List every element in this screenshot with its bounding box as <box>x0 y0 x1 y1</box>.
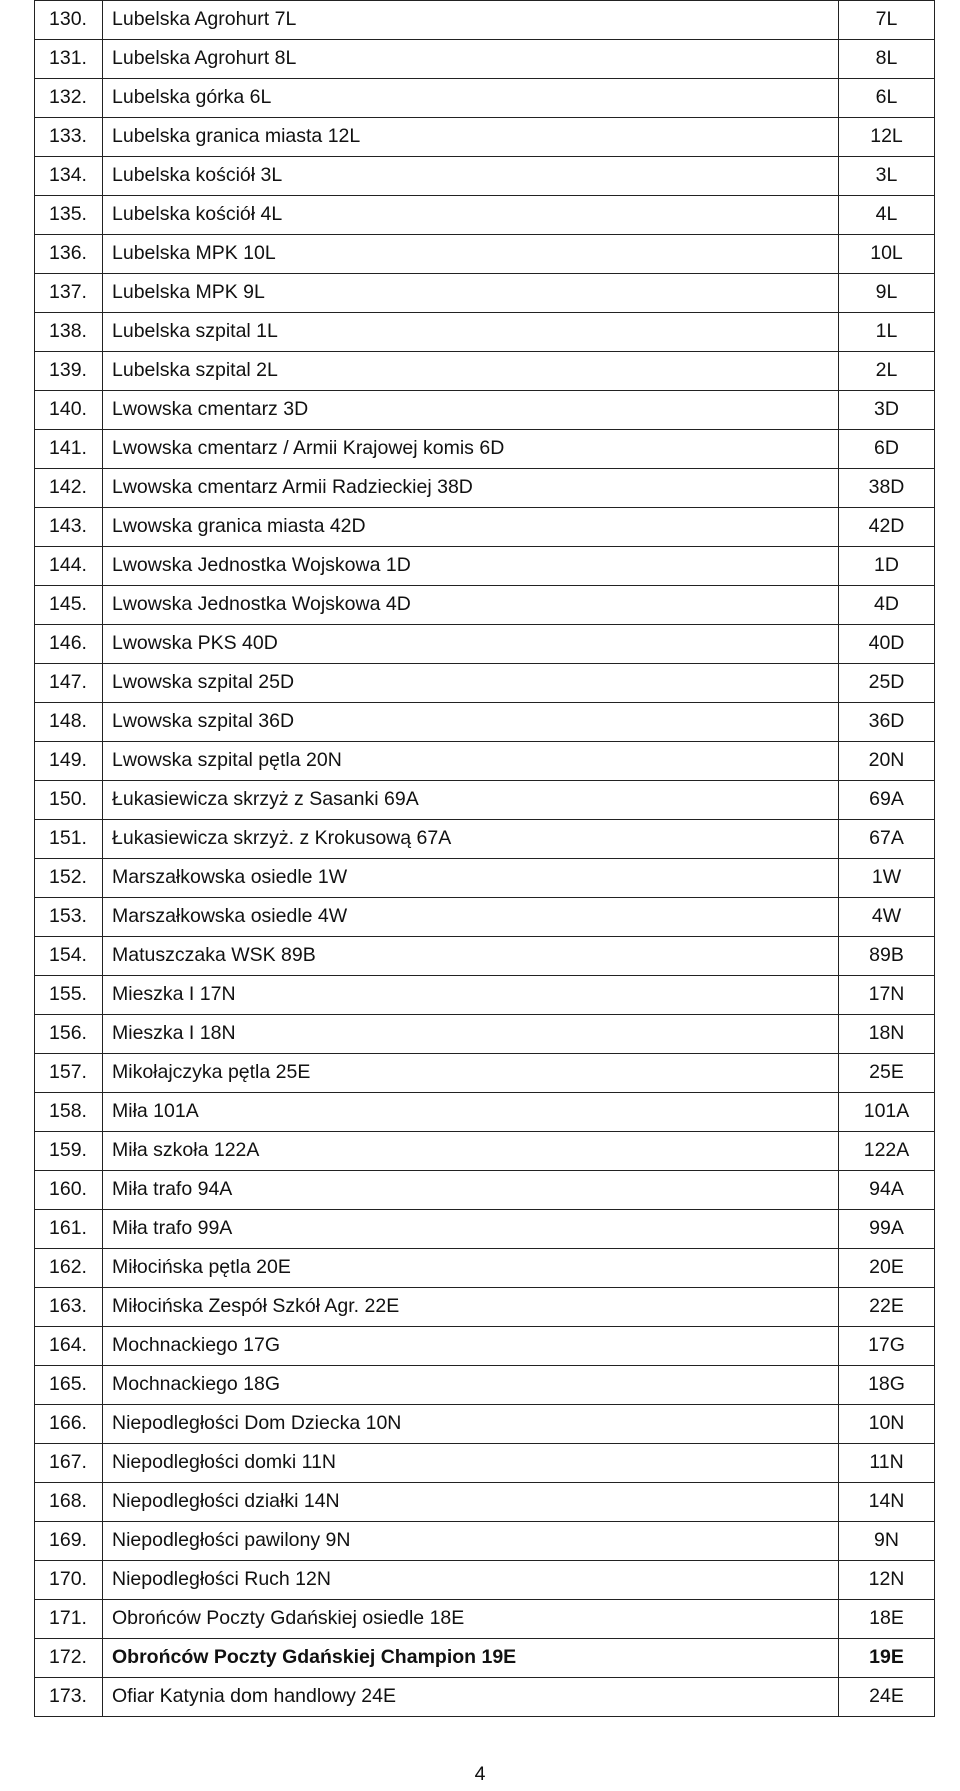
row-number: 142. <box>35 469 103 508</box>
table-row <box>35 313 935 352</box>
stop-code: 17N <box>839 976 935 1015</box>
stop-name: Lubelska MPK 10L <box>103 235 839 274</box>
stop-name: Mochnackiego 17G <box>103 1327 839 1366</box>
stop-code: 89B <box>839 937 935 976</box>
table-row <box>35 430 935 469</box>
stop-code: 12N <box>839 1561 935 1600</box>
stop-code: 1L <box>839 313 935 352</box>
table-row <box>35 703 935 742</box>
stop-code: 25D <box>839 664 935 703</box>
row-number: 166. <box>35 1405 103 1444</box>
stop-code: 4W <box>839 898 935 937</box>
stop-name: Lubelska Agrohurt 7L <box>103 1 839 40</box>
row-number: 149. <box>35 742 103 781</box>
stop-name: Lwowska PKS 40D <box>103 625 839 664</box>
table-row <box>35 79 935 118</box>
row-number: 130. <box>35 1 103 40</box>
table-row <box>35 1015 935 1054</box>
table-row <box>35 1171 935 1210</box>
stop-code: 20E <box>839 1249 935 1288</box>
stop-name: Obrońców Poczty Gdańskiej osiedle 18E <box>103 1600 839 1639</box>
row-number: 161. <box>35 1210 103 1249</box>
row-number: 152. <box>35 859 103 898</box>
table-row <box>35 235 935 274</box>
stop-code: 38D <box>839 469 935 508</box>
table-row <box>35 1405 935 1444</box>
row-number: 144. <box>35 547 103 586</box>
stop-code: 3L <box>839 157 935 196</box>
stop-name: Niepodległości pawilony 9N <box>103 1522 839 1561</box>
stop-name: Lubelska Agrohurt 8L <box>103 40 839 79</box>
table-row <box>35 1444 935 1483</box>
stop-code: 1D <box>839 547 935 586</box>
stop-code: 6L <box>839 79 935 118</box>
row-number: 134. <box>35 157 103 196</box>
stop-name: Niepodległości domki 11N <box>103 1444 839 1483</box>
stop-name: Marszałkowska osiedle 1W <box>103 859 839 898</box>
table-row <box>35 1327 935 1366</box>
stop-name: Niepodległości Ruch 12N <box>103 1561 839 1600</box>
row-number: 165. <box>35 1366 103 1405</box>
row-number: 138. <box>35 313 103 352</box>
row-number: 141. <box>35 430 103 469</box>
stop-code: 17G <box>839 1327 935 1366</box>
stop-code: 7L <box>839 1 935 40</box>
stop-code: 69A <box>839 781 935 820</box>
table-row <box>35 1054 935 1093</box>
table-row <box>35 391 935 430</box>
row-number: 167. <box>35 1444 103 1483</box>
stop-name: Lwowska Jednostka Wojskowa 1D <box>103 547 839 586</box>
stop-name: Miła 101A <box>103 1093 839 1132</box>
stop-name: Łukasiewicza skrzyż z Sasanki 69A <box>103 781 839 820</box>
stop-code: 9L <box>839 274 935 313</box>
row-number: 147. <box>35 664 103 703</box>
stop-name: Mikołajczyka pętla 25E <box>103 1054 839 1093</box>
row-number: 137. <box>35 274 103 313</box>
table-row <box>35 40 935 79</box>
table-row <box>35 664 935 703</box>
stop-name: Lwowska szpital 25D <box>103 664 839 703</box>
page-number: 4 <box>474 1763 486 1785</box>
stop-code: 9N <box>839 1522 935 1561</box>
stop-name: Niepodległości działki 14N <box>103 1483 839 1522</box>
stop-name: Mieszka I 18N <box>103 1015 839 1054</box>
table-row <box>35 1132 935 1171</box>
stop-name: Ofiar Katynia dom handlowy 24E <box>103 1678 839 1717</box>
row-number: 132. <box>35 79 103 118</box>
stop-name: Niepodległości Dom Dziecka 10N <box>103 1405 839 1444</box>
table-row <box>35 1249 935 1288</box>
table-row <box>35 1 935 40</box>
stop-code: 6D <box>839 430 935 469</box>
stop-name: Lwowska cmentarz / Armii Krajowej komis 6D <box>103 430 839 469</box>
stop-name: Matuszczaka WSK 89B <box>103 937 839 976</box>
row-number: 164. <box>35 1327 103 1366</box>
stop-name: Lubelska kościół 3L <box>103 157 839 196</box>
table-row <box>35 937 935 976</box>
table-row <box>35 1288 935 1327</box>
stop-name: Lubelska górka 6L <box>103 79 839 118</box>
row-number: 133. <box>35 118 103 157</box>
stop-code: 1W <box>839 859 935 898</box>
table-row <box>35 976 935 1015</box>
row-number: 169. <box>35 1522 103 1561</box>
row-number: 154. <box>35 937 103 976</box>
table-row <box>35 742 935 781</box>
table-row <box>35 586 935 625</box>
stop-code: 99A <box>839 1210 935 1249</box>
stop-name: Mochnackiego 18G <box>103 1366 839 1405</box>
stop-name: Łukasiewicza skrzyż. z Krokusową 67A <box>103 820 839 859</box>
stop-code: 22E <box>839 1288 935 1327</box>
row-number: 153. <box>35 898 103 937</box>
stop-code: 36D <box>839 703 935 742</box>
stop-code: 122A <box>839 1132 935 1171</box>
stop-name: Miła trafo 99A <box>103 1210 839 1249</box>
stop-code: 101A <box>839 1093 935 1132</box>
table-row <box>35 1366 935 1405</box>
stop-code: 42D <box>839 508 935 547</box>
row-number: 163. <box>35 1288 103 1327</box>
stop-code: 2L <box>839 352 935 391</box>
table-row <box>35 781 935 820</box>
row-number: 172. <box>35 1639 103 1678</box>
table-row <box>35 1600 935 1639</box>
table-row <box>35 1678 935 1717</box>
table-row <box>35 898 935 937</box>
table-row <box>35 274 935 313</box>
stop-code: 19E <box>839 1639 935 1678</box>
table-row <box>35 859 935 898</box>
stop-code: 18G <box>839 1366 935 1405</box>
row-number: 135. <box>35 196 103 235</box>
stops-table-body <box>35 1 935 1717</box>
table-row <box>35 1093 935 1132</box>
table-row <box>35 547 935 586</box>
stop-code: 8L <box>839 40 935 79</box>
row-number: 139. <box>35 352 103 391</box>
stop-name: Lwowska granica miasta 42D <box>103 508 839 547</box>
stop-code: 10N <box>839 1405 935 1444</box>
stop-code: 25E <box>839 1054 935 1093</box>
stop-name: Marszałkowska osiedle 4W <box>103 898 839 937</box>
stop-name: Miłocińska Zespół Szkół Agr. 22E <box>103 1288 839 1327</box>
stop-name: Mieszka I 17N <box>103 976 839 1015</box>
stop-name: Lubelska granica miasta 12L <box>103 118 839 157</box>
row-number: 148. <box>35 703 103 742</box>
row-number: 140. <box>35 391 103 430</box>
stop-name: Miła trafo 94A <box>103 1171 839 1210</box>
row-number: 136. <box>35 235 103 274</box>
table-row <box>35 625 935 664</box>
table-row <box>35 469 935 508</box>
table-row <box>35 1210 935 1249</box>
stops-table <box>34 0 935 1717</box>
stop-code: 24E <box>839 1678 935 1717</box>
table-row <box>35 820 935 859</box>
stop-name: Lubelska MPK 9L <box>103 274 839 313</box>
row-number: 155. <box>35 976 103 1015</box>
stop-code: 94A <box>839 1171 935 1210</box>
row-number: 156. <box>35 1015 103 1054</box>
row-number: 151. <box>35 820 103 859</box>
row-number: 146. <box>35 625 103 664</box>
table-row <box>35 118 935 157</box>
table-row <box>35 1522 935 1561</box>
stop-name: Miła szkoła 122A <box>103 1132 839 1171</box>
row-number: 159. <box>35 1132 103 1171</box>
stop-code: 10L <box>839 235 935 274</box>
table-row <box>35 1483 935 1522</box>
stop-code: 18N <box>839 1015 935 1054</box>
stop-name: Lubelska kościół 4L <box>103 196 839 235</box>
row-number: 145. <box>35 586 103 625</box>
row-number: 143. <box>35 508 103 547</box>
row-number: 162. <box>35 1249 103 1288</box>
stop-code: 3D <box>839 391 935 430</box>
stop-code: 40D <box>839 625 935 664</box>
stop-name: Miłocińska pętla 20E <box>103 1249 839 1288</box>
table-row <box>35 1639 935 1678</box>
table-row <box>35 157 935 196</box>
stop-code: 20N <box>839 742 935 781</box>
row-number: 171. <box>35 1600 103 1639</box>
stop-code: 11N <box>839 1444 935 1483</box>
stop-name: Obrońców Poczty Gdańskiej Champion 19E <box>103 1639 839 1678</box>
stop-code: 14N <box>839 1483 935 1522</box>
stop-name: Lubelska szpital 2L <box>103 352 839 391</box>
stop-code: 4L <box>839 196 935 235</box>
table-row <box>35 196 935 235</box>
stop-name: Lwowska cmentarz Armii Radzieckiej 38D <box>103 469 839 508</box>
row-number: 158. <box>35 1093 103 1132</box>
stop-name: Lwowska Jednostka Wojskowa 4D <box>103 586 839 625</box>
row-number: 170. <box>35 1561 103 1600</box>
stop-name: Lwowska szpital pętla 20N <box>103 742 839 781</box>
stop-name: Lwowska szpital 36D <box>103 703 839 742</box>
row-number: 157. <box>35 1054 103 1093</box>
stop-code: 67A <box>839 820 935 859</box>
row-number: 131. <box>35 40 103 79</box>
row-number: 160. <box>35 1171 103 1210</box>
stop-name: Lwowska cmentarz 3D <box>103 391 839 430</box>
stop-code: 4D <box>839 586 935 625</box>
stop-name: Lubelska szpital 1L <box>103 313 839 352</box>
row-number: 150. <box>35 781 103 820</box>
stop-code: 18E <box>839 1600 935 1639</box>
stop-code: 12L <box>839 118 935 157</box>
row-number: 173. <box>35 1678 103 1717</box>
table-row <box>35 352 935 391</box>
table-row <box>35 508 935 547</box>
table-row <box>35 1561 935 1600</box>
row-number: 168. <box>35 1483 103 1522</box>
